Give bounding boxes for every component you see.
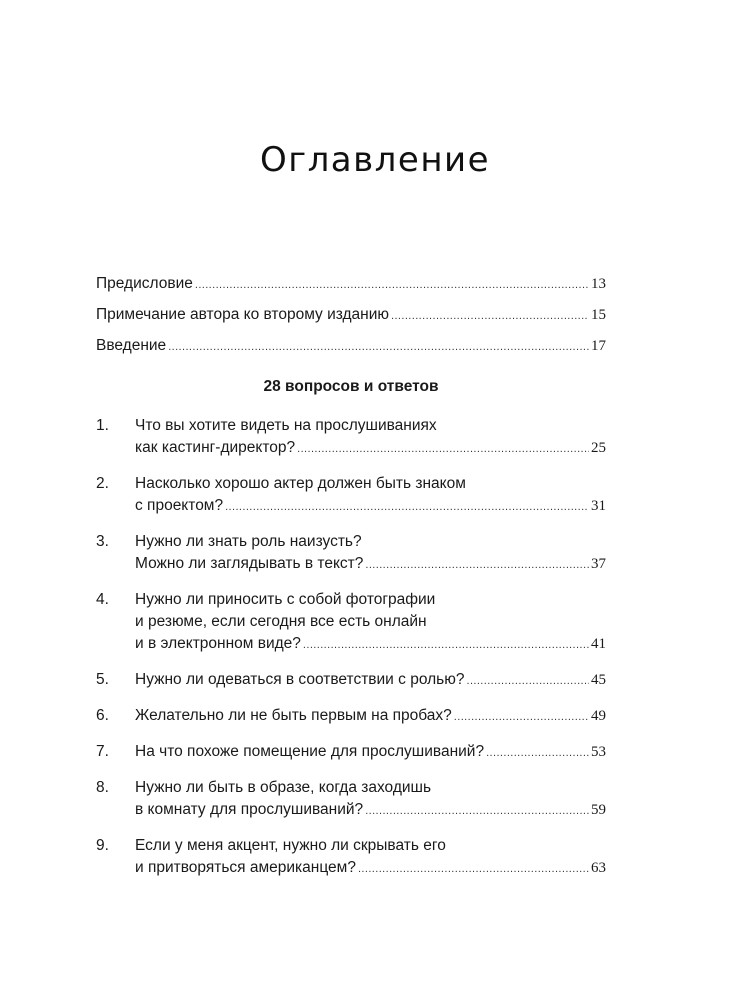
dot-leader xyxy=(303,634,589,656)
question-text-line: и резюме, если сегодня все есть онлайн xyxy=(135,613,427,630)
question-last-line xyxy=(135,633,606,656)
question-number: 8. xyxy=(96,779,109,796)
question-number: 5. xyxy=(96,671,109,688)
toc-entry-title: Введение xyxy=(96,337,167,354)
dot-leader xyxy=(225,496,589,518)
toc-page-number: 45 xyxy=(591,672,606,688)
toc-entry xyxy=(96,335,606,358)
front-matter-list xyxy=(96,273,606,366)
question-last-line xyxy=(135,857,606,880)
question-text-line: Что вы хотите видеть на прослушиваниях xyxy=(135,417,437,434)
question-last-line xyxy=(135,705,606,728)
question-last-line xyxy=(135,437,606,460)
toc-page-number: 17 xyxy=(591,338,606,354)
toc-entry-title: Предисловие xyxy=(96,275,193,292)
question-text-line: На что похоже помещение для прослушиваний? xyxy=(135,743,485,760)
question-text-line: и в электронном виде? xyxy=(135,635,301,652)
question-number: 3. xyxy=(96,533,109,550)
question-body xyxy=(135,777,606,822)
question-body xyxy=(135,705,606,728)
question-text-line: Можно ли заглядывать в текст? xyxy=(135,555,364,572)
toc-page-number: 53 xyxy=(591,744,606,760)
toc-page-number: 31 xyxy=(591,498,606,514)
question-text-line: с проектом? xyxy=(135,497,224,514)
toc-question-entry xyxy=(96,741,606,764)
question-text-line: Насколько хорошо актер должен быть знаком xyxy=(135,475,466,492)
toc-page-number: 37 xyxy=(591,556,606,572)
toc-page-number: 25 xyxy=(591,440,606,456)
question-number: 6. xyxy=(96,707,109,724)
question-body xyxy=(135,669,606,692)
toc-entry-title: Примечание автора ко второму изданию xyxy=(96,306,390,323)
question-number: 7. xyxy=(96,743,109,760)
toc-page-number: 41 xyxy=(591,636,606,652)
question-body xyxy=(135,473,606,518)
toc-question-entry xyxy=(96,835,606,880)
toc-page-number: 13 xyxy=(591,276,606,292)
toc-question-entry xyxy=(96,415,606,460)
question-text-line: и притворяться американцем? xyxy=(135,859,356,876)
section-title: 28 вопросов и ответов xyxy=(263,378,439,395)
toc-question-entry xyxy=(96,705,606,728)
toc-entry xyxy=(96,273,606,296)
question-text-line: в комнату для прослушиваний? xyxy=(135,801,364,818)
question-body xyxy=(135,741,606,764)
question-body xyxy=(135,835,606,880)
dot-leader xyxy=(454,706,589,728)
question-number: 1. xyxy=(96,417,109,434)
toc-question-entry xyxy=(96,473,606,518)
question-text-line: Нужно ли знать роль наизусть? xyxy=(135,533,362,550)
question-body xyxy=(135,589,606,656)
question-last-line xyxy=(135,553,606,576)
toc-question-entry xyxy=(96,531,606,576)
question-text-line: Если у меня акцент, нужно ли скрывать его xyxy=(135,837,446,854)
toc-question-entry xyxy=(96,669,606,692)
dot-leader xyxy=(365,554,589,576)
question-last-line xyxy=(135,741,606,764)
toc-page-number: 15 xyxy=(591,307,606,323)
dot-leader xyxy=(391,305,589,327)
dot-leader xyxy=(466,670,589,692)
question-text-line: Нужно ли приносить с собой фотографии xyxy=(135,591,436,608)
question-last-line xyxy=(135,669,606,692)
toc-page-number: 59 xyxy=(591,802,606,818)
question-text-line: Нужно ли одеваться в соответствии с ролью? xyxy=(135,671,465,688)
dot-leader xyxy=(168,336,589,358)
question-number: 2. xyxy=(96,475,109,492)
question-text-line: Нужно ли быть в образе, когда заходишь xyxy=(135,779,432,796)
toc-page-number: 49 xyxy=(591,708,606,724)
toc-entry xyxy=(96,304,606,327)
question-number: 4. xyxy=(96,591,109,608)
question-body xyxy=(135,415,606,460)
page-title: Оглавление xyxy=(259,140,491,180)
question-last-line xyxy=(135,495,606,518)
dot-leader xyxy=(365,800,589,822)
question-text-line: Желательно ли не быть первым на пробах? xyxy=(135,707,452,724)
question-text-line: как кастинг-директор? xyxy=(135,439,296,456)
question-body xyxy=(135,531,606,576)
toc-question-entry xyxy=(96,777,606,822)
toc-question-entry xyxy=(96,589,606,656)
toc-page-number: 63 xyxy=(591,860,606,876)
dot-leader xyxy=(358,858,589,880)
dot-leader xyxy=(297,438,589,460)
question-number: 9. xyxy=(96,837,109,854)
question-last-line xyxy=(135,799,606,822)
dot-leader xyxy=(486,742,589,764)
questions-list xyxy=(96,415,606,893)
dot-leader xyxy=(195,274,589,296)
